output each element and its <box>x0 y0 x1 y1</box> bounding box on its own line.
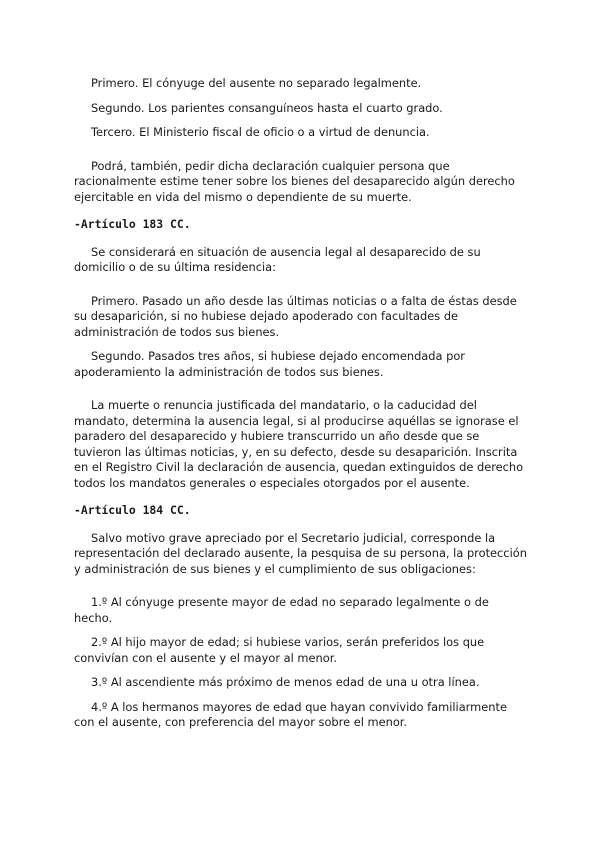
list-item-4-hermanos: 4.º A los hermanos mayores de edad que hayan convivido familiarmente con el ausente, con preferencia del mayor sobre el menor. <box>74 699 507 729</box>
paragraph-primero-pasado-un-ano: Primero. Pasado un año desde las últimas noticias o a falta de éstas desde su desaparición, si no hubiese dejado apoderado con facultades de administración de todos sus bienes. <box>74 293 517 339</box>
heading-articulo-183: -Artículo 183 CC. <box>74 217 191 231</box>
paragraph-segundo-parientes: Segundo. Los parientes consanguíneos hasta el cuarto grado. <box>91 100 443 115</box>
paragraph-ausencia-legal: Se considerará en situación de ausencia legal al desaparecido de su domicilio o de su última residencia: <box>74 244 481 274</box>
document-page <box>74 76 530 731</box>
paragraph-muerte-renuncia: La muerte o renuncia justificada del mandatario, o la caducidad del mandato, determina la ausencia legal, si al producirse aquéllas se ignorase el paradero del desaparecido y hubiere transcurrido un año desde que se tuvieron las últimas noticias, y, en su defecto, desde su desaparición. Inscrita en el Registro Civil la declaración de ausencia, quedan extinguidos de derecho todos los mandatos generales o especiales otorgados por el ausente. <box>74 398 524 490</box>
paragraph-tercero-ministerio: Tercero. El Ministerio fiscal de oficio o a virtud de denuncia. <box>91 125 430 139</box>
list-item-1-conyuge: 1.º Al cónyuge presente mayor de edad no separado legalmente o de hecho. <box>74 595 489 625</box>
heading-articulo-184: -Artículo 184 CC. <box>74 503 191 517</box>
paragraph-segundo-tres-anos: Segundo. Pasados tres años, si hubiese dejado encomendada por apoderamiento la administración de todos sus bienes. <box>74 349 465 379</box>
paragraph-salvo-motivo-grave: Salvo motivo grave apreciado por el Secretario judicial, corresponde la representación del declarado ausente, la pesquisa de su persona, la protección y administración de sus bienes y el cumplimiento de sus obligaciones: <box>74 530 527 576</box>
list-item-2-hijo: 2.º Al hijo mayor de edad; si hubiese varios, serán preferidos los que convivían con el ausente y el mayor al menor. <box>74 635 485 665</box>
paragraph-primero-conyuge: Primero. El cónyuge del ausente no separado legalmente. <box>91 76 422 90</box>
list-item-3-ascendiente: 3.º Al ascendiente más próximo de menos edad de una u otra línea. <box>91 675 480 689</box>
paragraph-podra-tambien: Podrá, también, pedir dicha declaración cualquier persona que racionalmente estime tener sobre los bienes del desaparecido algún derecho ejercitable en vida del mismo o dependiente de su muerte. <box>74 158 515 204</box>
